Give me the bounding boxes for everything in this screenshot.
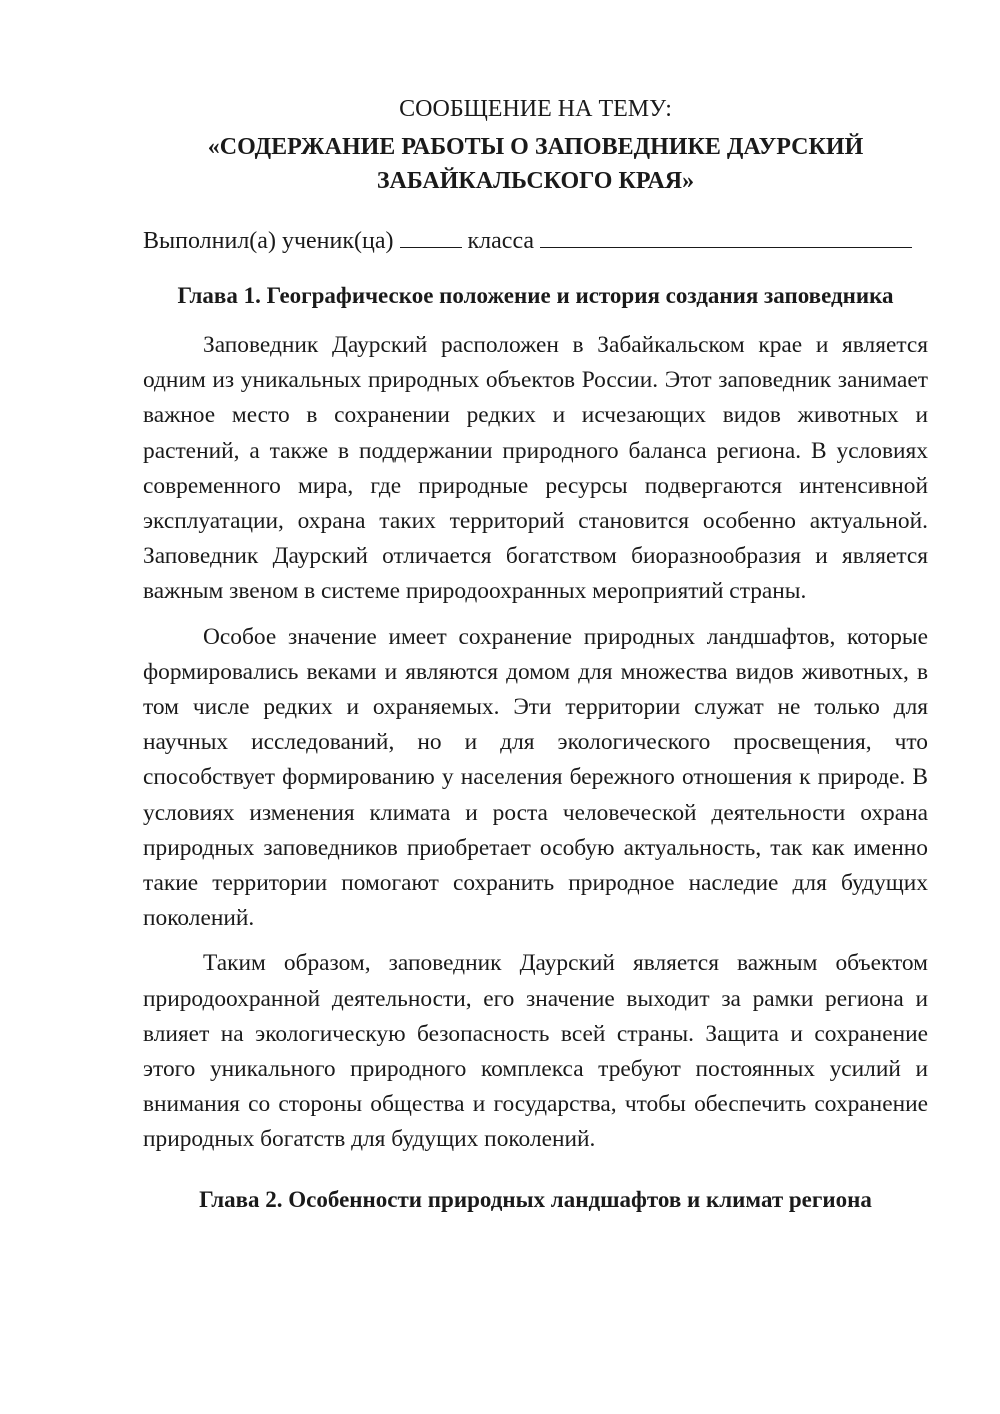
class-number-blank bbox=[400, 225, 462, 248]
document-title-top: СООБЩЕНИЕ НА ТЕМУ: bbox=[399, 96, 672, 122]
chapter-1-paragraph-2: Особое значение имеет сохранение природных ландшафтов, которые формировались веками и являются домом для множества видов животных, в том числе редких и охраняемых. Эти территории служат не только для научных исследований, но и для экологического просвещения, что способствует формированию у населения бережного отношения к природе. В условиях изменения климата и роста человеческой деятельности охрана природных заповедников приобретает особую актуальность, так как именно такие территории помогают сохранить природное наследие для будущих поколений. bbox=[143, 623, 928, 932]
chapter-1-title: Глава 1. Географическое положение и история создания заповедника bbox=[177, 283, 894, 308]
student-name-blank bbox=[540, 225, 912, 248]
author-label: Выполнил(а) ученик(ца) bbox=[143, 228, 394, 254]
document-page bbox=[143, 92, 928, 1216]
chapter-1-paragraph-3: Таким образом, заповедник Даурский является важным объектом природоохранной деятельности, его значение выходит за рамки региона и влияет на экологическую безопасность всей страны. Защита и сохранение этого уникального природного комплекса требуют постоянных усилий и внимания со стороны общества и государства, чтобы обеспечить сохранение природных богатств для будущих поколений. bbox=[143, 950, 928, 1153]
chapter-1-paragraph-1: Заповедник Даурский расположен в Забайкальском крае и является одним из уникальных природных объектов России. Этот заповедник занимает важное место в сохранении редких и исчезающих видов животных и растений, а также в поддержании природного баланса региона. В условиях современного мира, где природные ресурсы подвергаются интенсивной эксплуатации, охрана таких территорий становится особенно актуальной. Заповедник Даурский отличается богатством биоразнообразия и является важным звеном в системе природоохранных мероприятий страны. bbox=[143, 332, 928, 605]
author-line bbox=[143, 224, 928, 258]
document-title-line-2: ЗАБАЙКАЛЬСКОГО КРАЯ» bbox=[376, 168, 695, 194]
document-title-line-1: «СОДЕРЖАНИЕ РАБОТЫ О ЗАПОВЕДНИКЕ ДАУРСКИЙ bbox=[207, 134, 864, 160]
class-label: класса bbox=[467, 228, 535, 254]
chapter-2-title: Глава 2. Особенности природных ландшафтов и климат региона bbox=[199, 1186, 872, 1212]
